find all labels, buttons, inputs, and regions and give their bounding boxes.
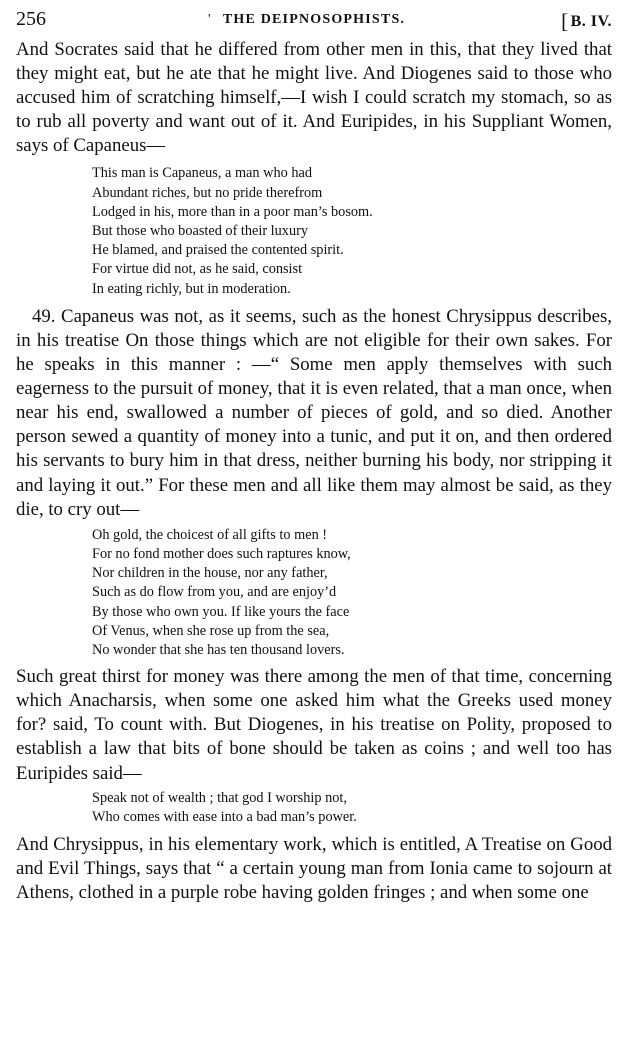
verse-line: Lodged in his, more than in a poor man’s bosom. — [92, 203, 373, 220]
verse-wealth — [16, 789, 612, 827]
running-title: THE DEIPNOSOPHISTS. — [222, 12, 406, 27]
running-header — [16, 8, 612, 38]
verse-gold — [16, 526, 612, 660]
verse-line: Such as do flow from you, and are enjoy’d — [92, 584, 337, 601]
verse-capaneus — [16, 164, 612, 298]
verse-line: Oh gold, the choicest of all gifts to men ! — [92, 526, 328, 543]
header-separator-mark: ' — [208, 12, 211, 27]
paragraph-socrates: And Socrates said that he differed from other men in this, that they lived that they might eat, but he ate that he might live. And Diogenes said to those who accused him of scratching himself,—I wish I could scratch my stomach, so as to rub all poverty and want out of it. And Euripides, in his Suppliant Women, says of Capaneus— — [16, 39, 612, 157]
verse-line: He blamed, and praised the contented spirit. — [92, 242, 344, 259]
paragraph-chrysippus-49: 49. Capaneus was not, as it seems, such as the honest Chrysippus describes, in his treatise On those things which are not eligible for their own sakes. For he speaks in this manner : —“ Some men apply themselves with such eagerness to the pursuit of money, that it is even related, that a man once, when near his end, swallowed a number of pieces of gold, and so died. Another person sewed a quantity of money into a tunic, and put it on, and then ordered his servants to bury him in that dress, neither burning his body, nor stripping it and laying it out.” For these men and all like them may almost be said, as they die, to cry out— — [16, 305, 612, 520]
verse-line: For virtue did not, as he said, consist — [92, 261, 303, 278]
verse-line: But those who boasted of their luxury — [92, 223, 309, 240]
verse-line: In eating richly, but in moderation. — [92, 280, 291, 297]
book-bracket: [ — [561, 9, 569, 33]
verse-line: Who comes with ease into a bad man’s power. — [92, 808, 357, 825]
verse-line: Abundant riches, but no pride therefrom — [92, 184, 323, 201]
verse-line: Of Venus, when she rose up from the sea, — [92, 622, 330, 639]
verse-line: Speak not of wealth ; that god I worship not, — [92, 789, 347, 806]
verse-line: Nor children in the house, nor any father, — [92, 565, 328, 582]
page-number: 256 — [16, 8, 46, 30]
paragraph-anacharsis: Such great thirst for money was there among the men of that time, concerning which Anacharsis, when some one asked him what the Greeks used money for? said, To count with. But Diogenes, in his treatise on Polity, proposed to establish a law that bits of bone should be taken as coins ; and well too has Euripides said— — [16, 666, 612, 784]
paragraph-young-man-ionia: And Chrysippus, in his elementary work, which is entitled, A Treatise on Good and Evil Things, says that “ a certain young man from Ionia came to sojourn at Athens, clothed in a purple robe having golden fringes ; and when some one — [16, 834, 612, 904]
verse-line: This man is Capaneus, a man who had — [92, 165, 312, 182]
book-page — [16, 8, 612, 905]
book-reference — [561, 9, 612, 34]
verse-line: No wonder that she has ten thousand lovers. — [92, 641, 345, 658]
verse-line: For no fond mother does such raptures know, — [92, 545, 351, 562]
verse-line: By those who own you. If like yours the face — [92, 603, 350, 620]
book-number: B. IV. — [570, 13, 612, 30]
